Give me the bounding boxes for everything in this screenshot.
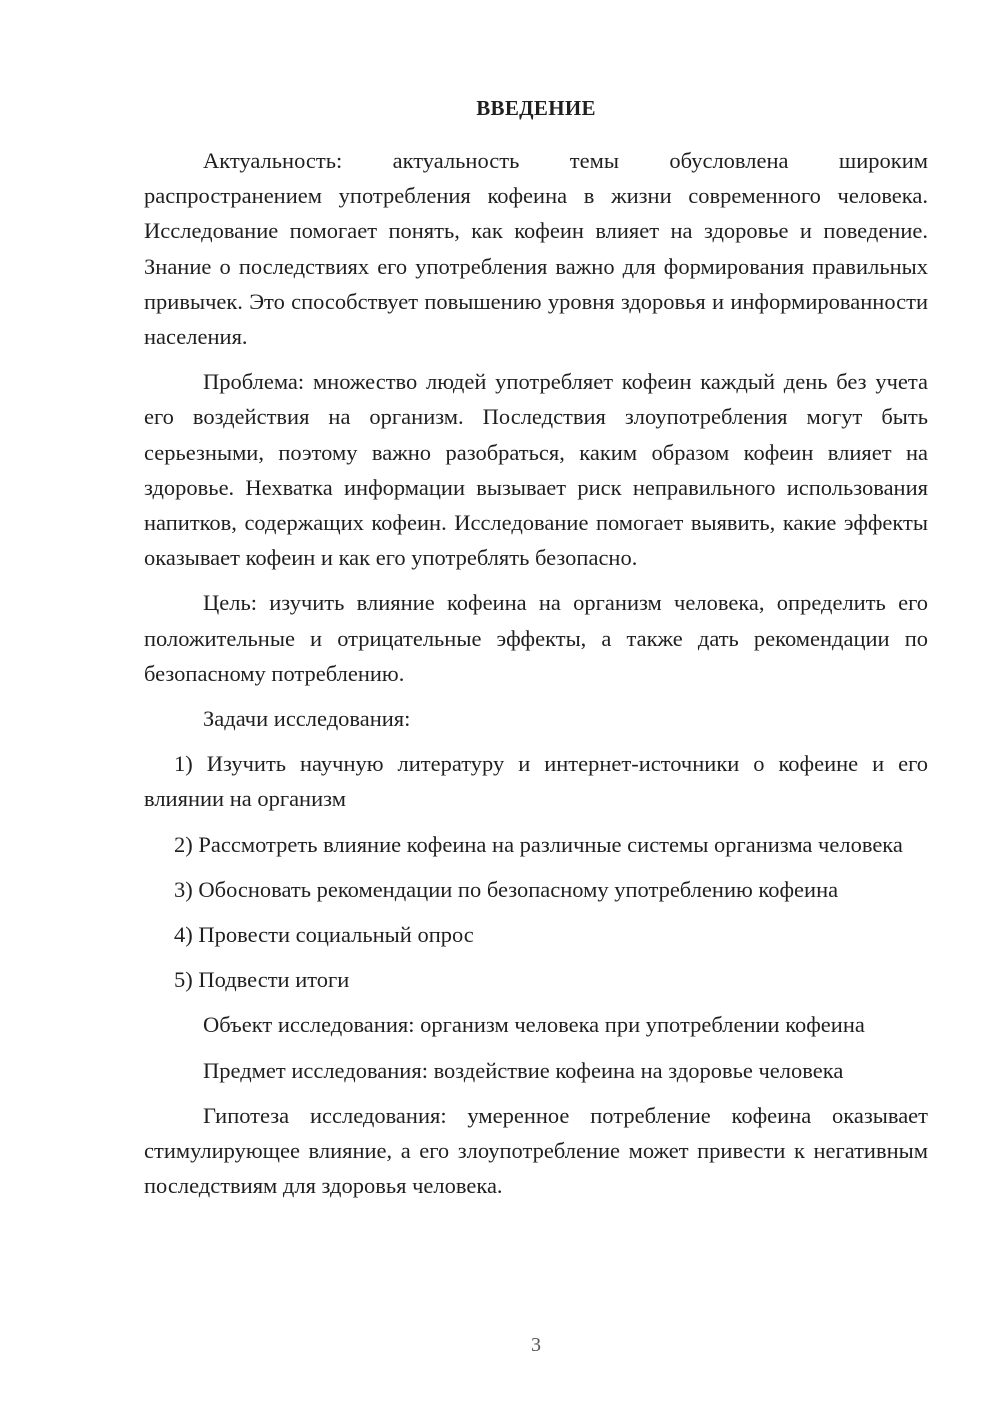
document-body <box>144 143 928 1203</box>
task-item: 3) Обосновать рекомендации по безопасному употреблению кофеина <box>174 876 839 902</box>
task-item: 5) Подвести итоги <box>174 967 350 993</box>
task-item: 2) Рассмотреть влияние кофеина на различные системы организма человека <box>174 831 903 857</box>
object-paragraph: Объект исследования: организм человека при употреблении кофеина <box>203 1012 865 1038</box>
page-title: ВВЕДЕНИЕ <box>476 96 596 120</box>
subject-paragraph: Предмет исследования: воздействие кофеина на здоровье человека <box>203 1057 844 1083</box>
task-item: 4) Провести социальный опрос <box>174 922 474 948</box>
tasks-heading: Задачи исследования: <box>203 706 411 732</box>
goal-paragraph: Цель: изучить влияние кофеина на организм человека, определить его положительные и отрицательные эффекты, а также дать рекомендации по безопасному потреблению. <box>144 590 928 686</box>
problem-paragraph: Проблема: множество людей употребляет кофеин каждый день без учета его воздействия на организм. Последствия злоупотребления могут быть серьезными, поэтому важно разобраться, каким образом кофеин влияет на здоровье. Нехватка информации вызывает риск неправильного использования напитков, содержащих кофеин. Исследование помогает выявить, какие эффекты оказывает кофеин и как его употреблять безопасно. <box>144 369 928 571</box>
task-item: 1) Изучить научную литературу и интернет-источники о кофеине и его влиянии на организм <box>144 751 928 812</box>
page-number: 3 <box>531 1334 541 1356</box>
relevance-paragraph: Актуальность: актуальность темы обусловлена широким распространением употребления кофеина в жизни современного человека. Исследование помогает понять, как кофеин влияет на здоровье и поведение. Знание о последствиях его употребления важно для формирования правильных привычек. Это способствует повышению уровня здоровья и информированности населения. <box>144 148 928 350</box>
hypothesis-paragraph: Гипотеза исследования: умеренное потребление кофеина оказывает стимулирующее влияние, а его злоупотребление может привести к негативным последствиям для здоровья человека. <box>144 1102 928 1199</box>
